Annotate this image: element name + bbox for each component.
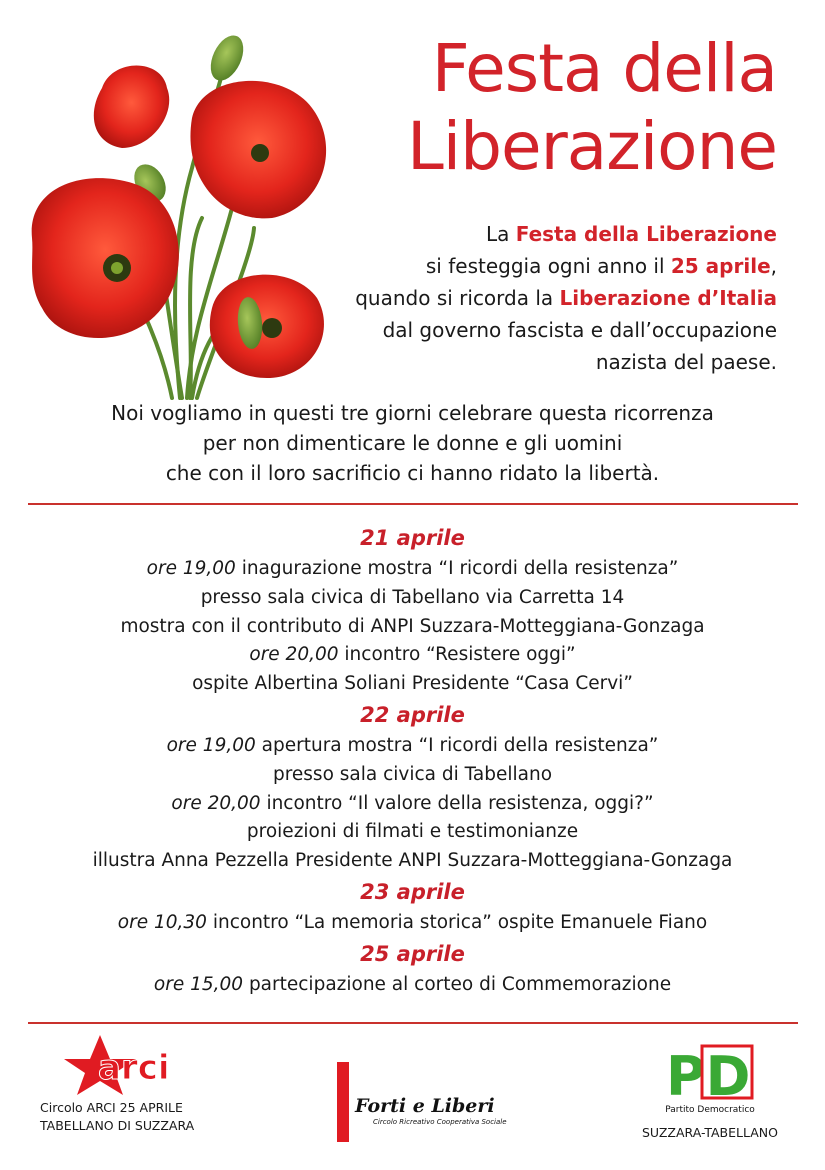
program-text: presso sala civica di Tabellano bbox=[272, 763, 553, 785]
program-line bbox=[0, 790, 825, 819]
pd-logo-text: PD bbox=[666, 1045, 751, 1108]
arci-logo-text: arci bbox=[98, 1048, 170, 1088]
program-line bbox=[0, 971, 825, 1000]
arci-caption-line: TABELLANO DI SUZZARA bbox=[40, 1118, 195, 1133]
program-hour: ore 20,00 bbox=[171, 792, 261, 814]
program-line bbox=[0, 670, 825, 699]
arci-caption-line: Circolo ARCI 25 APRILE bbox=[40, 1100, 183, 1115]
intro-line bbox=[307, 282, 777, 314]
forti-liberi-logo bbox=[333, 1060, 533, 1145]
pd-block bbox=[630, 1040, 790, 1142]
program-day: 22 aprile bbox=[360, 702, 465, 727]
program-day: 21 aprile bbox=[360, 526, 465, 550]
program-text: incontro “La memoria storica” ospite Emanuele Fiano bbox=[206, 911, 708, 933]
program-text: incontro “Resistere oggi” bbox=[338, 644, 576, 666]
program-text: inagurazione mostra “I ricordi della resistenza” bbox=[235, 558, 679, 579]
statement-paragraph bbox=[0, 398, 825, 488]
pd-logo bbox=[630, 1040, 790, 1120]
intro-line bbox=[307, 250, 777, 282]
arci-logo bbox=[40, 1033, 200, 1095]
program-text: presso sala civica di Tabellano via Carretta 14 bbox=[200, 586, 625, 608]
intro-text: , bbox=[770, 254, 777, 278]
program-hour: ore 10,30 bbox=[117, 911, 207, 933]
program-line bbox=[0, 584, 825, 613]
program-line bbox=[0, 909, 825, 938]
arci-caption bbox=[40, 1099, 220, 1135]
intro-line bbox=[307, 218, 777, 250]
program-line bbox=[0, 818, 825, 847]
program-line bbox=[0, 555, 825, 584]
program-text: ospite Albertina Soliani Presidente “Casa Cervi” bbox=[192, 673, 633, 695]
intro-text: quando si ricorda la bbox=[355, 286, 560, 310]
pd-logo-small: Partito Democratico bbox=[665, 1105, 755, 1115]
intro-highlight: Festa della Liberazione bbox=[515, 222, 777, 246]
program-text: incontro “Il valore della resistenza, oggi?” bbox=[260, 792, 654, 814]
pd-caption: SUZZARA-TABELLANO bbox=[641, 1125, 778, 1140]
statement-line: per non dimenticare le donne e gli uomini bbox=[202, 431, 623, 455]
title-line-2: Liberazione bbox=[407, 108, 777, 185]
intro-highlight: 25 aprile bbox=[670, 254, 771, 278]
program-hour: ore 19,00 bbox=[166, 734, 256, 756]
statement-line: Noi vogliamo in questi tre giorni celebrare questa ricorrenza bbox=[111, 401, 714, 425]
divider-bottom bbox=[28, 1022, 798, 1024]
intro-highlight: Liberazione d’Italia bbox=[559, 286, 777, 310]
program-line bbox=[0, 761, 825, 790]
program-text: illustra Anna Pezzella Presidente ANPI Suzzara-Motteggiana-Gonzaga bbox=[92, 850, 733, 872]
intro-paragraph bbox=[307, 218, 777, 378]
arci-block bbox=[40, 1033, 220, 1135]
poster-title bbox=[347, 30, 777, 186]
statement-line: che con il loro sacrificio ci hanno ridato la libertà. bbox=[165, 461, 660, 485]
program-day: 23 aprile bbox=[360, 879, 465, 904]
program-line bbox=[0, 732, 825, 761]
forti-logo-text: Forti e Liberi bbox=[355, 1095, 495, 1117]
event-program bbox=[0, 522, 825, 1000]
program-hour: ore 15,00 bbox=[153, 973, 244, 995]
intro-line: nazista del paese. bbox=[595, 350, 777, 374]
poppies-illustration bbox=[22, 18, 342, 403]
program-hour: ore 20,00 bbox=[249, 644, 339, 666]
divider-top bbox=[28, 503, 798, 505]
program-line bbox=[0, 613, 825, 642]
intro-text: si festeggia ogni anno il bbox=[425, 254, 671, 278]
program-text: mostra con il contributo di ANPI Suzzara-Motteggiana-Gonzaga bbox=[120, 615, 705, 637]
intro-text: La bbox=[485, 222, 516, 246]
program-text: partecipazione al corteo di Commemorazione bbox=[243, 973, 672, 995]
program-line bbox=[0, 641, 825, 670]
title-line-1: Festa della bbox=[431, 30, 777, 107]
program-line bbox=[0, 847, 825, 876]
program-text: apertura mostra “I ricordi della resistenza” bbox=[255, 734, 659, 756]
program-hour: ore 19,00 bbox=[146, 558, 236, 579]
program-day: 25 aprile bbox=[360, 941, 465, 966]
forti-logo-subtitle: Circolo Ricreativo Cooperativa Sociale bbox=[373, 1118, 507, 1126]
intro-line: dal governo fascista e dall’occupazione bbox=[382, 318, 777, 342]
program-text: proiezioni di filmati e testimonianze bbox=[246, 821, 579, 843]
